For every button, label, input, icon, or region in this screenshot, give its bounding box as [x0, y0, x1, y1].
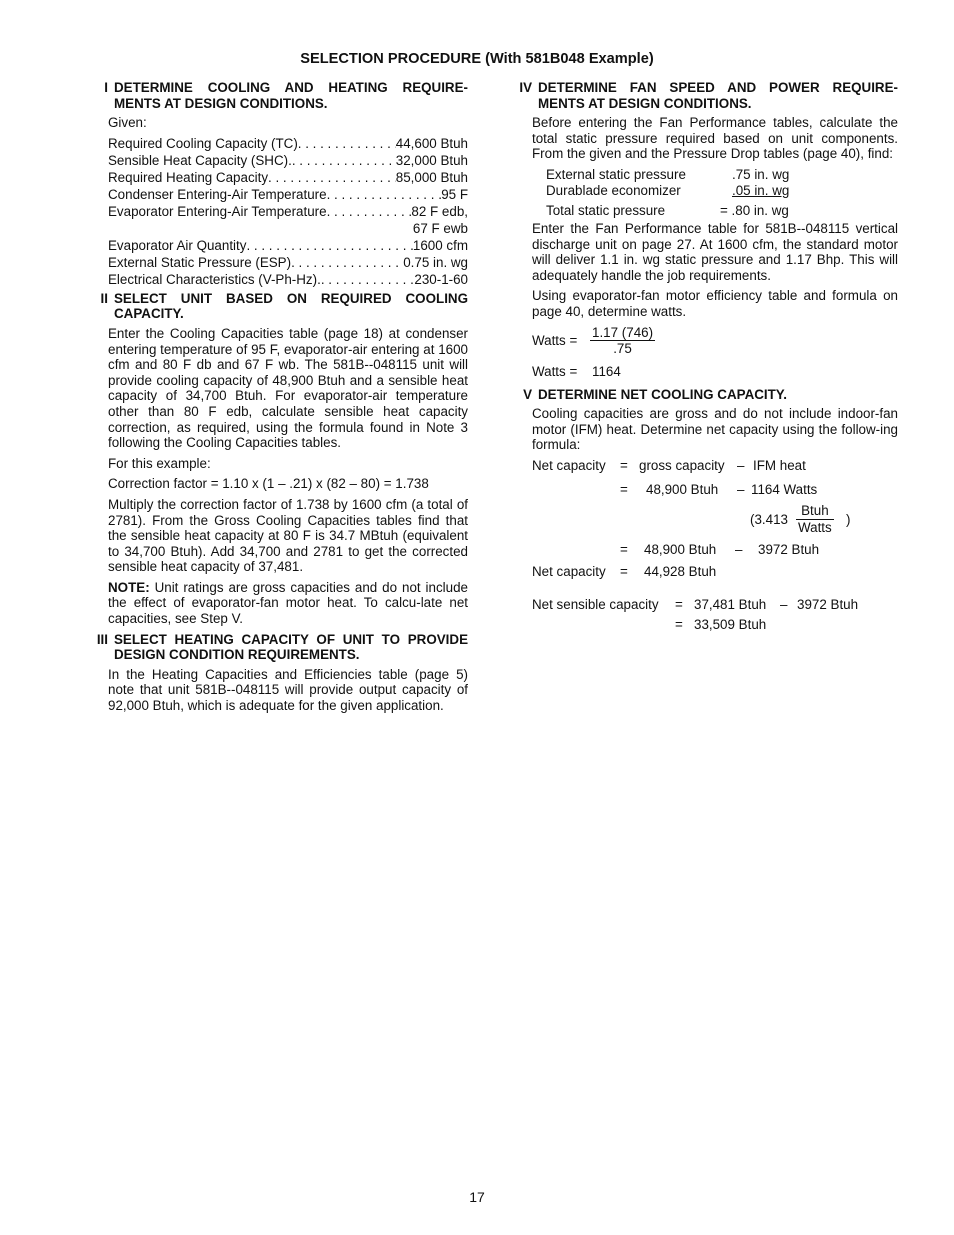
- net-sensible-gross: 37,481 Btuh: [694, 596, 767, 612]
- given-row: Required Heating Capacity . . . 85,000 Btuh: [108, 169, 468, 186]
- section-4-heading: [508, 80, 898, 111]
- net-sensible-result: 33,509 Btuh: [694, 616, 767, 632]
- esp-label: External static pressure: [546, 166, 686, 182]
- section-title: SELECT UNIT BASED ON REQUIRED COOLING CAPACITY.: [114, 290, 468, 322]
- paragraph: Using evaporator-fan motor efficiency table and formula on page 40, determine watts.: [532, 288, 898, 319]
- section-number: III: [96, 631, 108, 647]
- equals-sign: =: [620, 481, 628, 497]
- given-row: External Static Pressure (ESP) . . . 0.75 in. wg: [108, 254, 468, 271]
- watts-result-value: 1164: [592, 363, 621, 379]
- note-text: Unit ratings are gross capacities and do not include the effect of evaporator-fan motor heat. To calcu-late net capacities, see Step V.: [108, 579, 468, 627]
- ifm-heat-term: IFM heat: [753, 457, 806, 473]
- section-5-body: [532, 406, 898, 644]
- ifm-watts-value: 1164 Watts: [751, 481, 818, 497]
- given-label: Given:: [108, 115, 147, 131]
- minus-sign: –: [735, 541, 743, 557]
- net-sensible-ifm: 3972 Btuh: [797, 596, 859, 612]
- paragraph: Multiply the correction factor of 1.738 by 1600 cfm (a total of 2781). From the Gross Cooling Capacities tables find that the sensible heat capacity at 80 F is 34.7 MBtuh (equivalent to 34,700 Btuh). Add 34,700 and 2781 to get the corrected sensible heat capacity of 37,481.: [108, 496, 468, 575]
- watts-denominator: .75: [613, 341, 632, 357]
- equals-sign: =: [620, 541, 628, 557]
- gross-value: 48,900 Btuh: [646, 481, 719, 497]
- minus-sign: –: [737, 481, 745, 497]
- section-title: DETERMINE COOLING AND HEATING REQUIRE-MENTS AT DESIGN CONDITIONS.: [114, 80, 468, 111]
- section-5-heading: [508, 387, 898, 403]
- paragraph: Enter the Fan Performance table for 581B--048115 vertical discharge unit on page 27. At 1600 cfm, the standard motor will deliver 1.1 in. wg static pressure and 1.17 Bhp. This will adequately handle the job requirements.: [532, 220, 898, 283]
- given-row: Condenser Entering-Air Temperature . . . 95 F: [108, 186, 468, 203]
- page-number: 17: [469, 1189, 485, 1205]
- paragraph: Cooling capacities are gross and do not include indoor-fan motor (IFM) heat. Determine net capacity using the follow-ing formula:: [532, 406, 898, 453]
- conversion-numerator: Btuh: [796, 503, 834, 520]
- equals-sign: =: [620, 563, 628, 579]
- economizer-value: .05 in. wg: [732, 182, 790, 198]
- paragraph: In the Heating Capacities and Efficiencies table (page 5) note that unit 581B--048115 will provide output capacity of 92,000 Btuh, which is adequate for the given application.: [108, 666, 468, 714]
- minus-sign: –: [737, 457, 745, 473]
- section-number: I: [104, 80, 108, 95]
- correction-formula: Correction factor = 1.10 x (1 – .21) x (82 – 80) = 1.738: [108, 476, 429, 492]
- section-number: V: [523, 386, 532, 402]
- paragraph: Enter the Cooling Capacities table (page 18) at condenser entering temperature of 95 F, evaporator-air entering at 1600 cfm and 80 F db and 67 F wb. The 581B--048115 unit will provide cooling capacity of 48,900 Btuh and a sensible heat capacity of 34,700 Btuh. For evaporator-air temperature other than 80 F edb, calculate sensible heat capacity correction, as required, using the formula found in Note 3 following the Cooling Capacities tables.: [108, 325, 468, 451]
- section-1-heading: [84, 80, 468, 111]
- section-2-body: [108, 326, 468, 627]
- section-2-heading: [84, 291, 468, 322]
- watts-label: Watts =: [532, 332, 578, 348]
- page-title: SELECTION PROCEDURE (With 581B048 Example): [300, 51, 654, 67]
- net-capacity-calculation: [532, 458, 898, 644]
- equals-sign: =: [675, 596, 683, 612]
- equals-sign: =: [675, 616, 683, 632]
- given-row: Required Cooling Capacity (TC) . . . 44,600 Btuh: [108, 135, 468, 152]
- given-row: Sensible Heat Capacity (SHC). . . . 32,000 Btuh: [108, 152, 468, 169]
- section-3-heading: [84, 632, 468, 663]
- conversion-suffix: ): [846, 511, 851, 527]
- esp-value: .75 in. wg: [732, 166, 790, 182]
- equals-sign: =: [620, 457, 628, 473]
- section-4-body: [532, 115, 898, 382]
- watts-numerator: 1.17 (746): [592, 324, 654, 340]
- static-pressure-table: [546, 167, 898, 221]
- paragraph: Before entering the Fan Performance tables, calculate the total static pressure required based on unit components. From the given and the Pressure Drop tables (page 40), find:: [532, 115, 898, 162]
- minus-sign: –: [780, 596, 788, 612]
- right-column: [508, 80, 898, 644]
- conversion-denominator: Watts: [798, 519, 832, 535]
- conversion-fraction: [796, 503, 834, 535]
- ifm-btuh-value: 3972 Btuh: [758, 541, 820, 557]
- watts-fraction: [590, 325, 655, 357]
- gross-capacity-term: gross capacity: [639, 457, 725, 473]
- given-row: Electrical Characteristics (V-Ph-Hz). . . . 230-1-60: [108, 271, 468, 288]
- section-number: II: [100, 290, 108, 306]
- economizer-label: Durablade economizer: [546, 182, 681, 198]
- section-3-body: [108, 667, 468, 714]
- watts-result: [532, 361, 898, 383]
- gross-value: 48,900 Btuh: [644, 541, 717, 557]
- total-value: = .80 in. wg: [720, 202, 789, 218]
- net-sensible-label: Net sensible capacity: [532, 596, 659, 612]
- net-capacity-label: Net capacity: [532, 563, 606, 579]
- conversion-prefix: (3.413: [750, 511, 788, 527]
- watts-formula: [532, 325, 898, 361]
- paragraph: For this example:: [108, 455, 211, 471]
- note: [108, 580, 468, 627]
- section-1-body: [108, 115, 468, 288]
- section-title: DETERMINE FAN SPEED AND POWER REQUIRE-MENTS AT DESIGN CONDITIONS.: [538, 80, 898, 111]
- given-row-continued: 67 F ewb: [412, 220, 468, 236]
- left-column: [84, 80, 468, 719]
- section-title: SELECT HEATING CAPACITY OF UNIT TO PROVIDE DESIGN CONDITION REQUIREMENTS.: [114, 631, 468, 663]
- note-label: NOTE:: [108, 579, 150, 595]
- net-capacity-value: 44,928 Btuh: [644, 563, 717, 579]
- net-capacity-label: Net capacity: [532, 457, 606, 473]
- total-label: Total static pressure: [546, 202, 666, 218]
- section-number: IV: [519, 80, 532, 95]
- given-row: Evaporator Air Quantity . . . 1600 cfm: [108, 237, 468, 254]
- section-title: DETERMINE NET COOLING CAPACITY.: [538, 386, 787, 402]
- watts-result-label: Watts =: [532, 363, 578, 379]
- given-row: Evaporator Entering-Air Temperature . . . 82 F edb,: [108, 203, 468, 220]
